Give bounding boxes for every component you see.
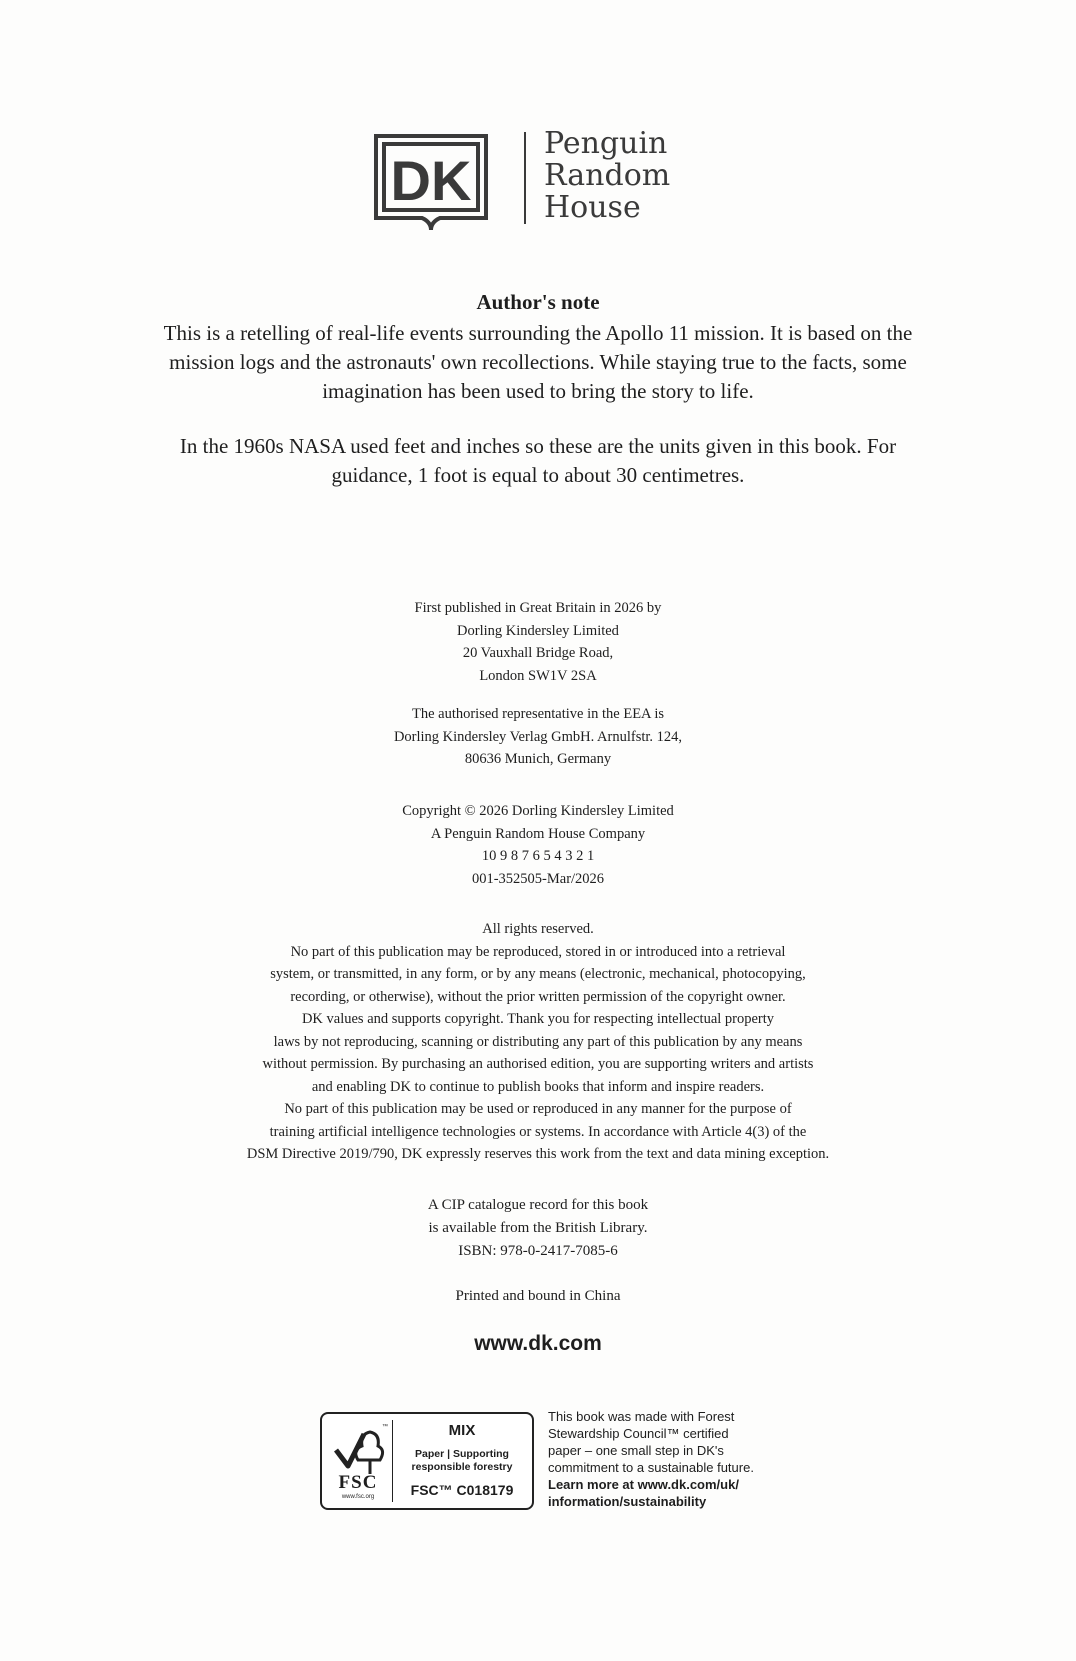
wordmark-line: Random: [544, 158, 671, 193]
rights-line: recording, or otherwise), without the prior written permission of the copyright owner.: [290, 988, 786, 1005]
rights-line: without permission. By purchasing an authorised edition, you are supporting writers and artists: [262, 1056, 814, 1072]
print-line-numbers: 10 9 8 7 6 5 4 3 2 1: [481, 848, 595, 864]
fsc-label: [320, 1412, 534, 1510]
publisher-logo: [372, 128, 692, 238]
print-code: 001-352505-Mar/2026: [471, 870, 605, 887]
penguin-random-house-wordmark: [544, 128, 670, 224]
fsc-trademark: ™: [382, 1424, 388, 1430]
rights-line: and enabling DK to continue to publish books that inform and inspire readers.: [311, 1078, 765, 1095]
fsc-paper-line: responsible forestry: [411, 1461, 513, 1473]
fsc-mix: MIX: [448, 1422, 476, 1439]
fsc-description-line: paper – one small step in DK's: [548, 1443, 724, 1458]
rights-line: DK values and supports copyright. Thank you for respecting intellectual property: [301, 1011, 775, 1027]
copyright-info: [150, 800, 926, 890]
imprint-line: The authorised representative in the EEA is: [411, 706, 665, 722]
imprint-line: London SW1V 2SA: [479, 667, 597, 684]
fsc-paper-line: Paper | Supporting: [415, 1448, 509, 1460]
logo-divider: [524, 132, 526, 224]
fsc-paper-label: [400, 1448, 524, 1474]
imprint-line: Dorling Kindersley Verlag GmbH. Arnulfstr. 124,: [393, 728, 683, 745]
authors-note: [150, 290, 926, 490]
imprint-line: A Penguin Random House Company: [430, 825, 646, 842]
website-url: www.dk.com: [474, 1332, 602, 1355]
cip-line: A CIP catalogue record for this book: [427, 1197, 649, 1213]
eea-representative: [150, 703, 926, 771]
fsc-logo-word: FSC: [338, 1472, 378, 1493]
rights-line: laws by not reproducing, scanning or distributing any part of this publication by any means: [273, 1033, 803, 1050]
authors-note-paragraph: This is a retelling of real-life events surrounding the Apollo 11 mission. It is based on the mission logs and the astronauts' own recollections. While staying true to the facts, some imagination has been used to bring the story to life.: [163, 321, 913, 403]
imprint-line: 20 Vauxhall Bridge Road,: [462, 645, 614, 661]
sustainability-link: Learn more at www.dk.com/uk/: [548, 1477, 739, 1492]
fsc-tree-checkmark-icon: [330, 1420, 386, 1476]
authors-note-title: Author's note: [476, 290, 600, 314]
isbn: ISBN: 978-0-2417-7085-6: [458, 1243, 618, 1259]
dk-logo-text: DK: [390, 149, 472, 212]
rights-line: DSM Directive 2019/790, DK expressly reserves this work from the text and data mining exception.: [246, 1146, 830, 1162]
publication-info: [150, 597, 926, 687]
wordmark-line: Penguin: [544, 126, 668, 161]
rights-line: training artificial intelligence technologies or systems. In accordance with Article 4(3) of the: [269, 1123, 807, 1140]
fsc-description-line: This book was made with Forest: [548, 1409, 735, 1424]
fsc-description-line: Stewardship Council™ certified: [548, 1426, 729, 1441]
authors-note-paragraph: In the 1960s NASA used feet and inches so these are the units given in this book. For guidance, 1 foot is equal to about 30 centimetres.: [179, 434, 897, 487]
fsc-divider: [392, 1420, 393, 1502]
wordmark-line: House: [544, 190, 641, 225]
imprint-line: 80636 Munich, Germany: [464, 751, 612, 767]
fsc-logo-url: www.fsc.org: [341, 1494, 375, 1500]
sustainability-link: information/sustainability: [548, 1494, 707, 1509]
imprint-line: Dorling Kindersley Limited: [457, 622, 619, 639]
fsc-license-code: FSC™ C018179: [410, 1482, 514, 1498]
imprint-line: First published in Great Britain in 2026 by: [414, 600, 662, 616]
cip-line: is available from the British Library.: [428, 1220, 648, 1236]
fsc-description: [548, 1408, 808, 1510]
dk-book-logo-icon: [372, 130, 490, 234]
rights-line: system, or transmitted, in any form, or by any means (electronic, mechanical, photocopying,: [270, 966, 806, 982]
printed-in: Printed and bound in China: [455, 1288, 621, 1304]
fsc-description-line: commitment to a sustainable future.: [548, 1460, 754, 1475]
imprint-line: Copyright © 2026 Dorling Kindersley Limited: [402, 803, 674, 819]
rights-statement: [150, 918, 926, 1166]
rights-line: All rights reserved.: [482, 921, 594, 937]
rights-line: No part of this publication may be used or reproduced in any manner for the purpose of: [284, 1101, 792, 1117]
rights-line: No part of this publication may be reproduced, stored in or introduced into a retrieval: [290, 943, 786, 960]
cip-record: [150, 1194, 926, 1263]
